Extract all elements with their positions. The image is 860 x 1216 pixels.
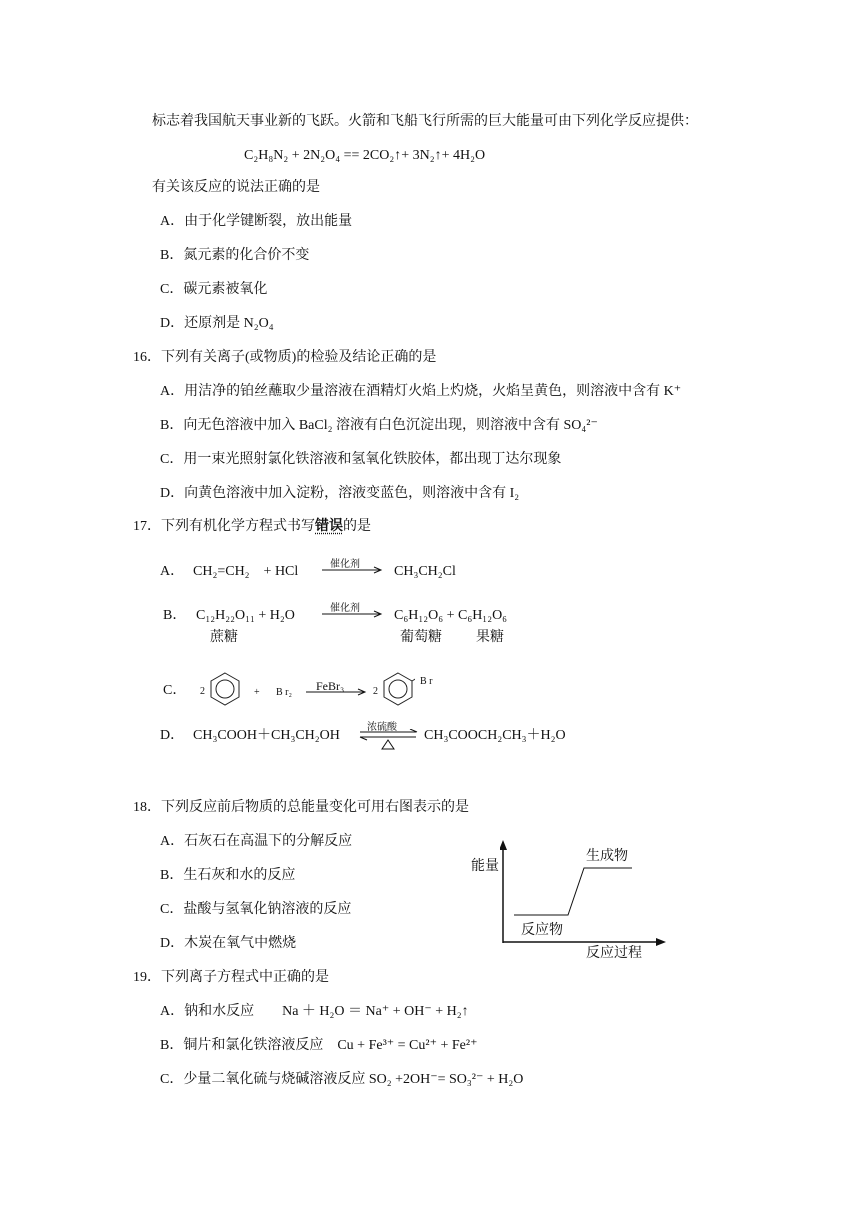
option-a: A．由于化学键断裂，放出能量 (160, 214, 353, 229)
q17-b-products: C₆H₁₂O₆ + C₆H₁₂O₆ (394, 608, 508, 623)
q17-option-c-letter: C． (163, 683, 187, 698)
reaction-arrow (322, 610, 384, 618)
q17-d-condition: 浓硫酸 (367, 722, 397, 733)
question-prompt: 有关该反应的说法正确的是 (152, 180, 320, 195)
q17-d-products: CH₃COOCH₂CH₃＋H₂O (424, 728, 566, 743)
x-axis-label: 反应过程 (586, 946, 642, 961)
label-fructose: 果糖 (476, 630, 504, 645)
q18-option-b: B．生石灰和水的反应 (160, 868, 296, 883)
option-b: B．氮元素的化合价不变 (160, 248, 310, 263)
bromine-substituent: B r (420, 676, 433, 687)
q17-d-reactants: CH₃COOH＋CH₃CH₂OH (193, 728, 340, 743)
q17-b-reactants: C₁₂H₂₂O₁₁ + H₂O (196, 608, 295, 623)
q19-option-b: B．铜片和氯化铁溶液反应 Cu + Fe³⁺ = Cu²⁺ + Fe²⁺ (160, 1038, 478, 1053)
reaction-equation: C₂H₈N₂ + 2N₂O₄ == 2CO₂↑+ 3N₂↑+ 4H₂O (244, 148, 486, 163)
option-d: D．还原剂是 N₂O₄ (160, 316, 274, 331)
plus-sign: + (254, 687, 260, 698)
q17-option-a-letter: A． (160, 564, 185, 579)
q19-option-a: A．钠和水反应 Na ＋ H₂O ＝ Na⁺ + OH⁻ + H₂↑ (160, 1004, 469, 1019)
y-axis-label: 能量 (471, 859, 499, 874)
q17-option-b-letter: B． (163, 608, 187, 623)
q17-option-d-letter: D． (160, 728, 185, 743)
stem-text: 17．下列有机化学方程式书写 (133, 519, 315, 534)
q17-c-condition: FeBr₃ (316, 679, 345, 693)
q17-a-condition: 催化剂 (330, 559, 360, 570)
question-18-stem: 18．下列反应前后物质的总能量变化可用右图表示的是 (133, 800, 469, 815)
q16-option-b: B．向无色溶液中加入 BaCl₂ 溶液有白色沉淀出现，则溶液中含有 SO₄²⁻ (160, 418, 598, 433)
q16-option-d: D．向黄色溶液中加入淀粉，溶液变蓝色，则溶液中含有 I₂ (160, 486, 520, 501)
label-glucose: 葡萄糖 (400, 630, 442, 645)
question-17-stem (133, 518, 371, 536)
q17-b-condition: 催化剂 (330, 603, 360, 614)
product-label: 生成物 (586, 849, 628, 864)
label-sucrose: 蔗糖 (210, 630, 238, 645)
reaction-arrow (322, 566, 384, 574)
q17-a-reactants: CH₂=CH₂ + HCl (193, 564, 299, 579)
q19-option-c: C．少量二氧化硫与烧碱溶液反应 SO₂ +2OH⁻= SO₃²⁻ + H₂O (160, 1072, 524, 1087)
q16-option-c: C．用一束光照射氯化铁溶液和氢氧化铁胶体，都出现丁达尔现象 (160, 452, 562, 467)
option-c: C．碳元素被氧化 (160, 282, 268, 297)
question-19-stem: 19．下列离子方程式中正确的是 (133, 970, 329, 985)
q18-option-c: C．盐酸与氢氧化钠溶液的反应 (160, 902, 352, 917)
emphasis-text: 错误 (315, 519, 343, 534)
benzene-ring-icon (208, 672, 242, 706)
q18-option-a: A．石灰石在高温下的分解反应 (160, 834, 353, 849)
bromine-reagent: B r₂ (276, 687, 292, 698)
reactant-label: 反应物 (521, 923, 563, 938)
q16-option-a: A．用洁净的铂丝蘸取少量溶液在酒精灯火焰上灼烧，火焰呈黄色，则溶液中含有 K⁺ (160, 384, 682, 399)
q17-a-product: CH₃CH₂Cl (394, 564, 456, 579)
intro-line: 标志着我国航天事业新的飞跃。火箭和飞船飞行所需的巨大能量可由下列化学反应提供： (152, 114, 698, 129)
coefficient: 2 (373, 686, 378, 697)
stem-text-end: 的是 (343, 519, 371, 534)
question-16-stem: 16．下列有关离子(或物质)的检验及结论正确的是 (133, 350, 437, 365)
bromobenzene-ring-icon (381, 672, 415, 706)
reaction-arrow (306, 688, 368, 696)
coefficient: 2 (200, 686, 205, 697)
reversible-arrow (358, 729, 420, 751)
q18-option-d: D．木炭在氧气中燃烧 (160, 936, 297, 951)
